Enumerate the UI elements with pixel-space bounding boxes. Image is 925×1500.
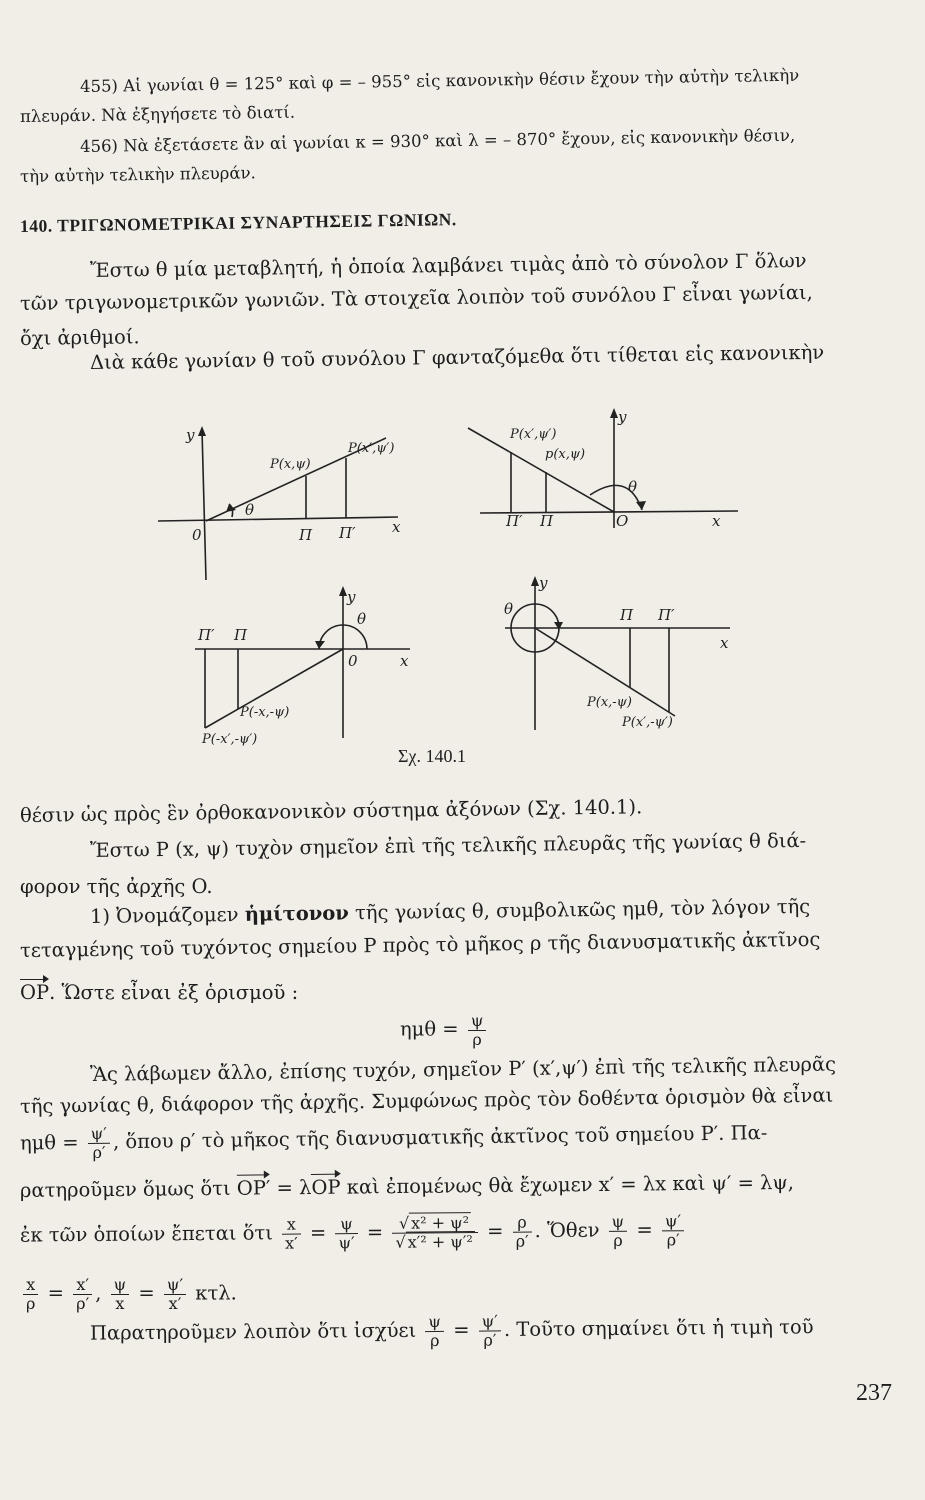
fig1-label-theta: θ <box>245 501 255 519</box>
exercise-456-line1: 456) Νὰ ἐξετάσετε ἂν αἱ γωνίαι κ = 930° καὶ λ = – 870° ἔχουν, εἰς κανονικὴν θέσιν, <box>79 125 796 156</box>
ratio-psi-rho-2 <box>425 1313 444 1349</box>
ratio-x-rho-num: x <box>23 1276 38 1295</box>
ratio-sqrt <box>392 1214 478 1251</box>
fig2-label-theta: θ <box>628 478 638 496</box>
ratio-psip-xp-den: x′ <box>168 1293 182 1313</box>
ratio-psip-rhop-2-num: ψ′ <box>479 1312 501 1331</box>
body-line-4 <box>90 896 810 928</box>
ratio-psip-rhop <box>662 1212 685 1248</box>
ratio-psip-xp-num: ψ′ <box>164 1276 186 1295</box>
ratio-psip-rhop-num: ψ′ <box>662 1212 684 1231</box>
body-line-8: τῆς γωνίας θ, διάφορον τῆς ἀρχῆς. Συμφώνως πρὸς τὸν δοθέντα ὁρισμὸν θὰ εἶναι <box>19 1083 834 1118</box>
ratio-xp-rhop-num: x′ <box>73 1276 92 1295</box>
fig3-label-p-prime: Π′ <box>198 626 215 644</box>
body-line-10a: ρατηροῦμεν ὅμως ὅτι <box>19 1176 237 1202</box>
body-line-13 <box>90 1310 814 1353</box>
fig1-label-P-prime: P(x′,ψ′) <box>348 441 395 456</box>
intro-line-1: Ἔστω θ μία μεταβλητή, ἡ ὁποία λαμβάνει τιμὰς ἀπὸ τὸ σύνολον Γ ὅλων <box>89 248 807 282</box>
eq2-fraction <box>88 1125 111 1161</box>
ratio-x-xp <box>282 1216 301 1252</box>
ratio-sqrt-den: √ x′² + ψ′² <box>395 1231 473 1252</box>
fig2-theta-arrow <box>636 501 646 510</box>
exercise-456-line2: τὴν αὐτὴν τελικὴν πλευράν. <box>19 163 256 186</box>
ratio-psi-x <box>111 1276 130 1312</box>
exercise-455-line1: 455) Αἱ γωνίαι θ = 125° καὶ φ = – 955° εἰς κανονικὴν θέσιν ἔχουν τὴν αὐτὴν τελικὴν <box>79 65 800 96</box>
ratio-psi-num: ψ <box>335 1215 357 1234</box>
equals-3: = <box>486 1219 504 1243</box>
ratio-psip-xp <box>164 1276 186 1312</box>
term-hemitonon: ἡμίτονον <box>244 901 350 926</box>
fig4-label-x: x <box>720 634 729 652</box>
ratio-x-num: x <box>282 1216 301 1235</box>
ratio-psip-rhop-2-den: ρ′ <box>483 1330 497 1350</box>
fig1-label-y: y <box>186 426 195 444</box>
body-line-6 <box>20 982 298 1004</box>
section-heading <box>20 209 457 236</box>
eq1-lhs: ημθ = <box>400 1017 459 1041</box>
body-line-13a: Παρατηροῦμεν λοιπὸν ὅτι ἰσχύει <box>89 1318 417 1345</box>
body-line-11b: . Ὅθεν <box>534 1218 600 1243</box>
equals-2: = <box>366 1220 384 1244</box>
fig2-label-y: y <box>618 408 627 426</box>
body-line-10-mid: = λ <box>270 1175 312 1200</box>
fig4-label-P-prime: P(x′,-ψ′) <box>622 715 673 730</box>
equals-1: = <box>309 1220 327 1245</box>
body-line-1: θέσιν ὡς πρὸς ἓν ὀρθοκανονικὸν σύστημα ἀξόνων (Σχ. 140.1). <box>19 795 643 827</box>
section-title: ΤΡΙΓΩΝΟΜΕΤΡΙΚΑΙ ΣΥΝΑΡΤΗΣΕΙΣ ΓΩΝΙΩΝ. <box>57 209 457 236</box>
body-line-2: Ἔστω P (x, ψ) τυχὸν σημεῖον ἐπὶ τῆς τελικῆς πλευρᾶς τῆς γωνίας θ διά- <box>89 829 807 862</box>
intro-line-4: Διὰ κάθε γωνίαν θ τοῦ συνόλου Γ φανταζόμεθα ὅτι τίθεται εἰς κανονικὴν <box>89 340 825 374</box>
fig3-label-P-prime: P(-x′,-ψ′) <box>202 732 258 747</box>
ratio-x-den: x′ <box>285 1233 298 1253</box>
body-line-6b: . Ὥστε εἶναι ἐξ ὁρισμοῦ : <box>49 981 299 1004</box>
body-line-11a: ἐκ τῶν ὁποίων ἔπεται ὅτι <box>19 1221 273 1247</box>
ratio-psi-rho <box>609 1213 628 1249</box>
body-line-9 <box>20 1116 768 1163</box>
body-line-5: τεταγμένης τοῦ τυχόντος σημείου P πρὸς τὸ μῆκος ρ τῆς διανυσματικῆς ἀκτῖνος <box>19 927 821 962</box>
ratio-psi-rho-2-den: ρ <box>430 1330 440 1350</box>
body-line-12-rest: κτλ. <box>189 1281 237 1305</box>
fig1-y-axis <box>202 430 206 580</box>
exercise-455-line2: πλευράν. Νὰ ἐξηγήσετε τὸ διατί. <box>19 102 296 126</box>
fig2-label-x: x <box>712 512 721 530</box>
ratio-psi-psip <box>335 1215 358 1251</box>
equation-1 <box>400 1012 489 1048</box>
equals-7: = <box>453 1318 470 1342</box>
eq1-fraction <box>468 1012 487 1048</box>
ratio-psi-rho-den: ρ <box>613 1230 623 1250</box>
body-line-7: Ἂς λάβωμεν ἄλλο, ἐπίσης τυχόν, σημεῖον P′ (x′,ψ′) ἐπὶ τῆς τελικῆς πλευρᾶς <box>89 1052 837 1086</box>
fig3-label-origin: 0 <box>348 652 358 670</box>
sqrt-num-radicand: x² + ψ² <box>409 1212 471 1233</box>
vector-OP-2: OP <box>311 1175 341 1199</box>
fig2-label-p: Π <box>540 512 554 530</box>
vector-OP-prime: OP′ <box>236 1176 271 1200</box>
fig1-x-axis <box>158 517 398 521</box>
fig3-label-x: x <box>400 652 409 670</box>
equals-6: = <box>138 1281 155 1305</box>
ratio-psip-rhop-2 <box>479 1312 502 1348</box>
eq1-den: ρ <box>472 1029 482 1049</box>
fig1-label-p: Π <box>299 526 313 544</box>
intro-line-2: τῶν τριγωνομετρικῶν γωνιῶν. Τὰ στοιχεῖα λοιπὸν τοῦ συνόλου Γ εἶναι γωνίαι, <box>19 280 813 315</box>
fig4-label-p-prime: Π′ <box>658 606 675 624</box>
eq1-num: ψ <box>468 1012 487 1031</box>
ratio-rho-rhop <box>512 1214 531 1250</box>
eq2-num: ψ′ <box>88 1125 110 1144</box>
body-line-10b: καὶ ἐπομένως θὰ ἔχωμεν x′ = λx καὶ ψ′ = λψ, <box>340 1170 795 1199</box>
ratio-x-rho <box>23 1276 38 1312</box>
fig4-label-p: Π <box>620 606 634 624</box>
body-line-3: φορον τῆς ἀρχῆς O. <box>20 875 213 898</box>
ratio-psi-den: ψ′ <box>338 1232 355 1252</box>
ratio-psi-x-den: x <box>115 1293 125 1313</box>
fig1-label-p-prime: Π′ <box>339 524 356 542</box>
fig2-label-origin: O <box>616 512 629 530</box>
eq2-lhs: ημθ = <box>19 1130 79 1155</box>
fig1-y-arrow <box>198 426 206 436</box>
fig3-theta-arrow <box>315 641 325 649</box>
fig2-y-arrow <box>610 408 618 418</box>
ratio-rho-den: ρ′ <box>515 1231 529 1251</box>
fig4-label-theta: θ <box>504 600 514 618</box>
ratio-psi-x-num: ψ <box>111 1276 130 1295</box>
sqrt-den-radicand: x′² + ψ′² <box>406 1231 475 1252</box>
body-line-10 <box>20 1172 794 1203</box>
page-number: 237 <box>856 1380 892 1406</box>
ratio-rho-num: ρ <box>512 1214 531 1233</box>
fig1-label-origin: 0 <box>192 526 202 544</box>
ratio-sqrt-num: √ x² + ψ² <box>392 1214 478 1233</box>
fig4-label-y: y <box>539 574 548 592</box>
ratio-psi-rho-2-num: ψ <box>425 1313 444 1332</box>
equals-4: = <box>636 1218 653 1242</box>
equals-5: = <box>47 1281 64 1305</box>
intro-line-3: ὄχι ἀριθμοί. <box>19 325 140 350</box>
ratio-xp-rhop-den: ρ′ <box>76 1293 90 1313</box>
ratio-xp-rhop <box>73 1276 92 1312</box>
fig1-label-x: x <box>392 518 401 536</box>
ratio-psi-rho-num: ψ <box>609 1213 628 1232</box>
body-line-4a: 1) Ὀνομάζομεν <box>89 902 245 928</box>
fig2-label-p-prime: Π′ <box>506 512 523 530</box>
body-line-12: $\frac{x}{\rho}$ = $\frac{x'}{\rho'}$ , $\frac{\psi}{x}$ = $\frac{\psi'}{x'}$ κτλ. <box>20 1276 237 1312</box>
body-line-11 <box>20 1212 688 1254</box>
fig1-label-P: P(x,ψ) <box>270 457 311 472</box>
fig4-y-arrow <box>531 576 539 586</box>
fig4-label-P: P(x,-ψ) <box>587 695 632 710</box>
fig3-label-theta: θ <box>357 610 367 628</box>
body-line-9-rest: , ὅπου ρ′ τὸ μῆκος τῆς διανυσματικῆς ἀκτῖνος τοῦ σημείου P′. Πα- <box>112 1121 768 1154</box>
fig3-y-arrow <box>339 586 347 596</box>
fig2-label-P: p(x,ψ) <box>545 447 586 462</box>
vector-OP: OP <box>20 981 50 1004</box>
figure-140-1 <box>150 400 780 760</box>
body-line-4c: τῆς γωνίας θ, συμβολικῶς ημθ, τὸν λόγον τῆς <box>348 894 811 925</box>
ratio-psip-rhop-den: ρ′ <box>666 1229 680 1249</box>
section-number: 140. <box>19 215 53 236</box>
body-line-13b: . Τοῦτο σημαίνει ὅτι ἡ τιμὴ τοῦ <box>503 1315 814 1341</box>
eq2-den: ρ′ <box>92 1142 106 1162</box>
ratio-x-rho-den: ρ <box>26 1293 36 1313</box>
fig3-label-P: P(-x,-ψ) <box>240 705 290 720</box>
figure-caption: Σχ. 140.1 <box>398 746 466 766</box>
fig2-label-P-prime: P(x′,ψ′) <box>510 427 557 442</box>
fig3-label-p: Π <box>234 626 248 644</box>
fig3-label-y: y <box>347 588 356 606</box>
